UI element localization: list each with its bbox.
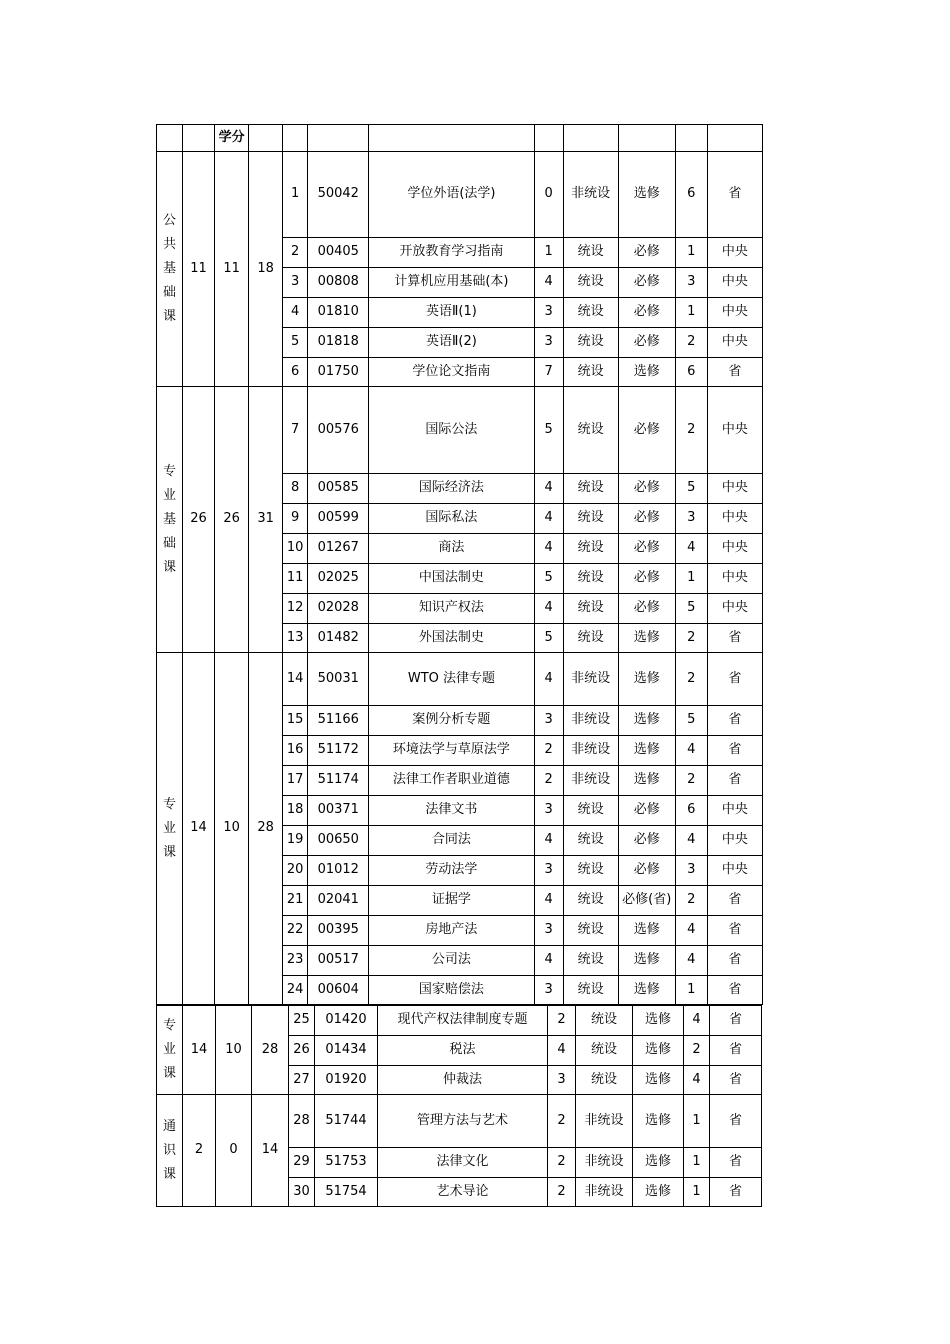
name-cell: 合同法 bbox=[369, 826, 534, 856]
seq-cell: 20 bbox=[283, 856, 308, 886]
exam-type-cell: 统设 bbox=[563, 268, 618, 298]
code-cell: 01750 bbox=[308, 358, 369, 387]
term-cell: 5 bbox=[675, 594, 707, 624]
course-type-cell: 必修(省) bbox=[618, 886, 675, 916]
name-cell: 法律文书 bbox=[369, 796, 534, 826]
course-table-1 bbox=[156, 124, 763, 1005]
name-cell: 英语Ⅱ(2) bbox=[369, 328, 534, 358]
semester-credits-cell: 4 bbox=[534, 826, 563, 856]
category-cell bbox=[157, 1095, 183, 1207]
term-cell: 1 bbox=[675, 564, 707, 594]
code-cell: 00405 bbox=[308, 238, 369, 268]
credit-total-cell: 10 bbox=[216, 1006, 252, 1095]
course-type-cell: 选修 bbox=[633, 1006, 684, 1036]
name-cell: 艺术导论 bbox=[378, 1178, 548, 1207]
code-cell: 01920 bbox=[315, 1066, 378, 1095]
level-cell: 省 bbox=[707, 624, 762, 653]
code-cell: 51174 bbox=[308, 766, 369, 796]
credit-total-cell: 10 bbox=[215, 653, 249, 1005]
term-cell: 1 bbox=[684, 1095, 710, 1148]
header-cell bbox=[618, 125, 675, 152]
seq-cell: 22 bbox=[283, 916, 308, 946]
seq-cell: 3 bbox=[283, 268, 308, 298]
exam-type-cell: 统设 bbox=[563, 387, 618, 474]
term-cell: 2 bbox=[675, 766, 707, 796]
header-cell bbox=[308, 125, 369, 152]
name-cell: 国际经济法 bbox=[369, 474, 534, 504]
code-cell: 00576 bbox=[308, 387, 369, 474]
code-cell: 01012 bbox=[308, 856, 369, 886]
semester-credits-cell: 3 bbox=[534, 856, 563, 886]
category-label: 专业基础课 bbox=[163, 463, 177, 575]
seq-cell: 6 bbox=[283, 358, 308, 387]
course-type-cell: 选修 bbox=[633, 1095, 684, 1148]
term-cell: 2 bbox=[675, 328, 707, 358]
course-type-cell: 选修 bbox=[618, 706, 675, 736]
term-cell: 2 bbox=[675, 886, 707, 916]
code-cell: 51166 bbox=[308, 706, 369, 736]
exam-type-cell: 非统设 bbox=[576, 1148, 633, 1178]
term-cell: 6 bbox=[675, 796, 707, 826]
exam-type-cell: 统设 bbox=[563, 298, 618, 328]
name-cell: 现代产权法律制度专题 bbox=[378, 1006, 548, 1036]
course-type-cell: 必修 bbox=[618, 564, 675, 594]
credit-total-cell: 28 bbox=[252, 1006, 289, 1095]
semester-credits-cell: 3 bbox=[534, 916, 563, 946]
credit-total-cell: 14 bbox=[183, 1006, 216, 1095]
exam-type-cell: 统设 bbox=[563, 328, 618, 358]
seq-cell: 27 bbox=[289, 1066, 315, 1095]
code-cell: 51172 bbox=[308, 736, 369, 766]
level-cell: 中央 bbox=[707, 534, 762, 564]
code-cell: 01810 bbox=[308, 298, 369, 328]
exam-type-cell: 统设 bbox=[563, 594, 618, 624]
name-cell: 税法 bbox=[378, 1036, 548, 1066]
seq-cell: 29 bbox=[289, 1148, 315, 1178]
semester-credits-cell: 7 bbox=[534, 358, 563, 387]
semester-credits-cell: 2 bbox=[534, 766, 563, 796]
level-cell: 省 bbox=[707, 653, 762, 706]
code-cell: 50031 bbox=[308, 653, 369, 706]
level-cell: 中央 bbox=[707, 504, 762, 534]
header-cell bbox=[707, 125, 762, 152]
category-cell bbox=[157, 152, 183, 387]
name-cell: 房地产法 bbox=[369, 916, 534, 946]
term-cell: 2 bbox=[675, 653, 707, 706]
credit-total-cell: 31 bbox=[249, 387, 283, 653]
level-cell: 省 bbox=[707, 358, 762, 387]
semester-credits-cell: 4 bbox=[534, 268, 563, 298]
name-cell: 劳动法学 bbox=[369, 856, 534, 886]
seq-cell: 2 bbox=[283, 238, 308, 268]
name-cell: 国际私法 bbox=[369, 504, 534, 534]
exam-type-cell: 非统设 bbox=[563, 766, 618, 796]
course-type-cell: 选修 bbox=[618, 152, 675, 238]
term-cell: 4 bbox=[675, 736, 707, 766]
level-cell: 省 bbox=[710, 1095, 762, 1148]
exam-type-cell: 统设 bbox=[563, 886, 618, 916]
header-cell bbox=[157, 125, 183, 152]
course-table-2 bbox=[156, 1005, 762, 1207]
code-cell: 02028 bbox=[308, 594, 369, 624]
exam-type-cell: 统设 bbox=[563, 796, 618, 826]
seq-cell: 18 bbox=[283, 796, 308, 826]
credit-total-cell: 26 bbox=[215, 387, 249, 653]
semester-credits-cell: 4 bbox=[534, 886, 563, 916]
exam-type-cell: 统设 bbox=[563, 856, 618, 886]
semester-credits-cell: 3 bbox=[534, 298, 563, 328]
course-type-cell: 必修 bbox=[618, 387, 675, 474]
code-cell: 01420 bbox=[315, 1006, 378, 1036]
exam-type-cell: 统设 bbox=[576, 1066, 633, 1095]
seq-cell: 30 bbox=[289, 1178, 315, 1207]
code-cell: 02025 bbox=[308, 564, 369, 594]
course-type-cell: 必修 bbox=[618, 796, 675, 826]
term-cell: 2 bbox=[684, 1036, 710, 1066]
level-cell: 省 bbox=[707, 976, 762, 1005]
semester-credits-cell: 5 bbox=[534, 387, 563, 474]
name-cell: 开放教育学习指南 bbox=[369, 238, 534, 268]
name-cell: 中国法制史 bbox=[369, 564, 534, 594]
name-cell: 法律工作者职业道德 bbox=[369, 766, 534, 796]
semester-credits-cell: 2 bbox=[548, 1095, 576, 1148]
course-type-cell: 选修 bbox=[633, 1036, 684, 1066]
code-cell: 01267 bbox=[308, 534, 369, 564]
header-cell bbox=[563, 125, 618, 152]
course-type-cell: 必修 bbox=[618, 856, 675, 886]
seq-cell: 17 bbox=[283, 766, 308, 796]
term-cell: 5 bbox=[675, 474, 707, 504]
category-label: 公共基础课 bbox=[163, 213, 177, 324]
seq-cell: 24 bbox=[283, 976, 308, 1005]
level-cell: 中央 bbox=[707, 238, 762, 268]
seq-cell: 14 bbox=[283, 653, 308, 706]
code-cell: 01818 bbox=[308, 328, 369, 358]
exam-type-cell: 非统设 bbox=[563, 736, 618, 766]
semester-credits-cell: 4 bbox=[534, 946, 563, 976]
semester-credits-cell: 5 bbox=[534, 564, 563, 594]
name-cell: 学位论文指南 bbox=[369, 358, 534, 387]
exam-type-cell: 统设 bbox=[563, 946, 618, 976]
credit-total-cell: 26 bbox=[183, 387, 215, 653]
level-cell: 中央 bbox=[707, 474, 762, 504]
name-cell: 法律文化 bbox=[378, 1148, 548, 1178]
course-type-cell: 必修 bbox=[618, 268, 675, 298]
exam-type-cell: 统设 bbox=[563, 504, 618, 534]
name-cell: 证据学 bbox=[369, 886, 534, 916]
term-cell: 3 bbox=[675, 504, 707, 534]
name-cell: 案例分析专题 bbox=[369, 706, 534, 736]
code-cell: 00808 bbox=[308, 268, 369, 298]
exam-type-cell: 统设 bbox=[576, 1036, 633, 1066]
term-cell: 4 bbox=[675, 826, 707, 856]
seq-cell: 11 bbox=[283, 564, 308, 594]
credit-total-cell: 28 bbox=[249, 653, 283, 1005]
seq-cell: 19 bbox=[283, 826, 308, 856]
exam-type-cell: 统设 bbox=[563, 624, 618, 653]
seq-cell: 25 bbox=[289, 1006, 315, 1036]
level-cell: 省 bbox=[707, 946, 762, 976]
header-cell bbox=[283, 125, 308, 152]
semester-credits-cell: 4 bbox=[548, 1036, 576, 1066]
semester-credits-cell: 4 bbox=[534, 653, 563, 706]
category-label: 通识课 bbox=[162, 1118, 176, 1182]
exam-type-cell: 非统设 bbox=[563, 653, 618, 706]
semester-credits-cell: 2 bbox=[534, 736, 563, 766]
term-cell: 4 bbox=[684, 1006, 710, 1036]
semester-credits-cell: 3 bbox=[534, 796, 563, 826]
semester-credits-cell: 3 bbox=[534, 706, 563, 736]
course-type-cell: 选修 bbox=[618, 916, 675, 946]
course-type-cell: 选修 bbox=[618, 653, 675, 706]
seq-cell: 10 bbox=[283, 534, 308, 564]
code-cell: 51744 bbox=[315, 1095, 378, 1148]
level-cell: 省 bbox=[707, 736, 762, 766]
term-cell: 4 bbox=[675, 534, 707, 564]
code-cell: 00604 bbox=[308, 976, 369, 1005]
level-cell: 中央 bbox=[707, 564, 762, 594]
semester-credits-cell: 2 bbox=[548, 1148, 576, 1178]
semester-credits-cell: 2 bbox=[548, 1006, 576, 1036]
level-cell: 省 bbox=[707, 152, 762, 238]
credit-total-cell: 2 bbox=[183, 1095, 216, 1207]
semester-credits-cell: 4 bbox=[534, 534, 563, 564]
name-cell: 公司法 bbox=[369, 946, 534, 976]
exam-type-cell: 统设 bbox=[563, 358, 618, 387]
seq-cell: 7 bbox=[283, 387, 308, 474]
course-type-cell: 必修 bbox=[618, 328, 675, 358]
name-cell: 知识产权法 bbox=[369, 594, 534, 624]
credit-total-cell: 14 bbox=[183, 653, 215, 1005]
course-type-cell: 必修 bbox=[618, 504, 675, 534]
exam-type-cell: 非统设 bbox=[576, 1095, 633, 1148]
course-type-cell: 选修 bbox=[618, 976, 675, 1005]
course-type-cell: 必修 bbox=[618, 594, 675, 624]
exam-type-cell: 统设 bbox=[563, 826, 618, 856]
category-label: 专业课 bbox=[162, 1018, 176, 1081]
credit-total-cell: 11 bbox=[183, 152, 215, 387]
level-cell: 省 bbox=[707, 766, 762, 796]
term-cell: 1 bbox=[684, 1148, 710, 1178]
code-cell: 00650 bbox=[308, 826, 369, 856]
semester-credits-cell: 3 bbox=[534, 976, 563, 1005]
level-cell: 中央 bbox=[707, 387, 762, 474]
semester-credits-cell: 4 bbox=[534, 504, 563, 534]
level-cell: 省 bbox=[707, 886, 762, 916]
code-cell: 00599 bbox=[308, 504, 369, 534]
level-cell: 省 bbox=[707, 706, 762, 736]
exam-type-cell: 非统设 bbox=[563, 706, 618, 736]
code-cell: 51753 bbox=[315, 1148, 378, 1178]
level-cell: 中央 bbox=[707, 796, 762, 826]
level-cell: 省 bbox=[710, 1178, 762, 1207]
course-type-cell: 选修 bbox=[633, 1178, 684, 1207]
course-type-cell: 必修 bbox=[618, 474, 675, 504]
level-cell: 中央 bbox=[707, 268, 762, 298]
code-cell: 00517 bbox=[308, 946, 369, 976]
semester-credits-cell: 1 bbox=[534, 238, 563, 268]
level-cell: 中央 bbox=[707, 328, 762, 358]
credit-total-cell: 11 bbox=[215, 152, 249, 387]
header-cell bbox=[534, 125, 563, 152]
exam-type-cell: 统设 bbox=[563, 238, 618, 268]
course-type-cell: 选修 bbox=[618, 358, 675, 387]
seq-cell: 9 bbox=[283, 504, 308, 534]
exam-type-cell: 非统设 bbox=[576, 1178, 633, 1207]
term-cell: 1 bbox=[675, 976, 707, 1005]
exam-type-cell: 统设 bbox=[563, 976, 618, 1005]
course-type-cell: 必修 bbox=[618, 534, 675, 564]
name-cell: 国际公法 bbox=[369, 387, 534, 474]
code-cell: 00395 bbox=[308, 916, 369, 946]
course-type-cell: 选修 bbox=[618, 736, 675, 766]
name-cell: 学位外语(法学) bbox=[369, 152, 534, 238]
header-cell bbox=[249, 125, 283, 152]
credit-total-cell: 14 bbox=[252, 1095, 289, 1207]
table-row bbox=[157, 653, 763, 706]
semester-credits-cell: 5 bbox=[534, 624, 563, 653]
name-cell: 环境法学与草原法学 bbox=[369, 736, 534, 766]
header-cell bbox=[675, 125, 707, 152]
term-cell: 6 bbox=[675, 152, 707, 238]
exam-type-cell: 非统设 bbox=[563, 152, 618, 238]
level-cell: 省 bbox=[707, 916, 762, 946]
code-cell: 01482 bbox=[308, 624, 369, 653]
name-cell: 国家赔偿法 bbox=[369, 976, 534, 1005]
table-row bbox=[157, 1095, 762, 1148]
category-cell bbox=[157, 1006, 183, 1095]
term-cell: 6 bbox=[675, 358, 707, 387]
level-cell: 省 bbox=[710, 1006, 762, 1036]
table-row bbox=[157, 387, 763, 474]
semester-credits-cell: 3 bbox=[534, 328, 563, 358]
seq-cell: 21 bbox=[283, 886, 308, 916]
table-row bbox=[157, 1006, 762, 1036]
header-cell bbox=[183, 125, 215, 152]
term-cell: 3 bbox=[675, 268, 707, 298]
term-cell: 1 bbox=[675, 298, 707, 328]
credit-total-cell: 18 bbox=[249, 152, 283, 387]
course-type-cell: 选修 bbox=[618, 766, 675, 796]
name-cell: 仲裁法 bbox=[378, 1066, 548, 1095]
course-type-cell: 必修 bbox=[618, 826, 675, 856]
code-cell: 01434 bbox=[315, 1036, 378, 1066]
level-cell: 中央 bbox=[707, 298, 762, 328]
seq-cell: 15 bbox=[283, 706, 308, 736]
code-cell: 00585 bbox=[308, 474, 369, 504]
category-label: 专业课 bbox=[163, 796, 177, 860]
level-cell: 省 bbox=[710, 1036, 762, 1066]
semester-credits-cell: 4 bbox=[534, 474, 563, 504]
seq-cell: 28 bbox=[289, 1095, 315, 1148]
name-cell: 管理方法与艺术 bbox=[378, 1095, 548, 1148]
level-cell: 中央 bbox=[707, 826, 762, 856]
category-cell bbox=[157, 387, 183, 653]
seq-cell: 5 bbox=[283, 328, 308, 358]
seq-cell: 1 bbox=[283, 152, 308, 238]
exam-type-cell: 统设 bbox=[563, 474, 618, 504]
course-type-cell: 必修 bbox=[618, 238, 675, 268]
code-cell: 00371 bbox=[308, 796, 369, 826]
seq-cell: 4 bbox=[283, 298, 308, 328]
course-type-cell: 选修 bbox=[618, 946, 675, 976]
term-cell: 4 bbox=[684, 1066, 710, 1095]
table-row bbox=[157, 152, 763, 238]
header-cell: 学分 bbox=[215, 125, 249, 152]
name-cell: 计算机应用基础(本) bbox=[369, 268, 534, 298]
term-cell: 4 bbox=[675, 916, 707, 946]
term-cell: 1 bbox=[675, 238, 707, 268]
name-cell: WTO 法律专题 bbox=[369, 653, 534, 706]
exam-type-cell: 统设 bbox=[563, 564, 618, 594]
semester-credits-cell: 4 bbox=[534, 594, 563, 624]
credit-total-cell: 0 bbox=[216, 1095, 252, 1207]
name-cell: 英语Ⅱ(1) bbox=[369, 298, 534, 328]
name-cell: 商法 bbox=[369, 534, 534, 564]
code-cell: 02041 bbox=[308, 886, 369, 916]
term-cell: 4 bbox=[675, 946, 707, 976]
category-cell bbox=[157, 653, 183, 1005]
course-type-cell: 必修 bbox=[618, 298, 675, 328]
level-cell: 中央 bbox=[707, 856, 762, 886]
semester-credits-cell: 2 bbox=[548, 1178, 576, 1207]
term-cell: 2 bbox=[675, 387, 707, 474]
code-cell: 50042 bbox=[308, 152, 369, 238]
level-cell: 省 bbox=[710, 1148, 762, 1178]
header-cell bbox=[369, 125, 534, 152]
term-cell: 3 bbox=[675, 856, 707, 886]
semester-credits-cell: 0 bbox=[534, 152, 563, 238]
level-cell: 省 bbox=[710, 1066, 762, 1095]
term-cell: 1 bbox=[684, 1178, 710, 1207]
seq-cell: 12 bbox=[283, 594, 308, 624]
exam-type-cell: 统设 bbox=[576, 1006, 633, 1036]
level-cell: 中央 bbox=[707, 594, 762, 624]
course-type-cell: 选修 bbox=[633, 1148, 684, 1178]
name-cell: 外国法制史 bbox=[369, 624, 534, 653]
seq-cell: 23 bbox=[283, 946, 308, 976]
code-cell: 51754 bbox=[315, 1178, 378, 1207]
course-type-cell: 选修 bbox=[618, 624, 675, 653]
term-cell: 2 bbox=[675, 624, 707, 653]
seq-cell: 26 bbox=[289, 1036, 315, 1066]
seq-cell: 8 bbox=[283, 474, 308, 504]
term-cell: 5 bbox=[675, 706, 707, 736]
exam-type-cell: 统设 bbox=[563, 916, 618, 946]
course-type-cell: 选修 bbox=[633, 1066, 684, 1095]
seq-cell: 16 bbox=[283, 736, 308, 766]
header-row bbox=[157, 125, 763, 152]
exam-type-cell: 统设 bbox=[563, 534, 618, 564]
seq-cell: 13 bbox=[283, 624, 308, 653]
semester-credits-cell: 3 bbox=[548, 1066, 576, 1095]
